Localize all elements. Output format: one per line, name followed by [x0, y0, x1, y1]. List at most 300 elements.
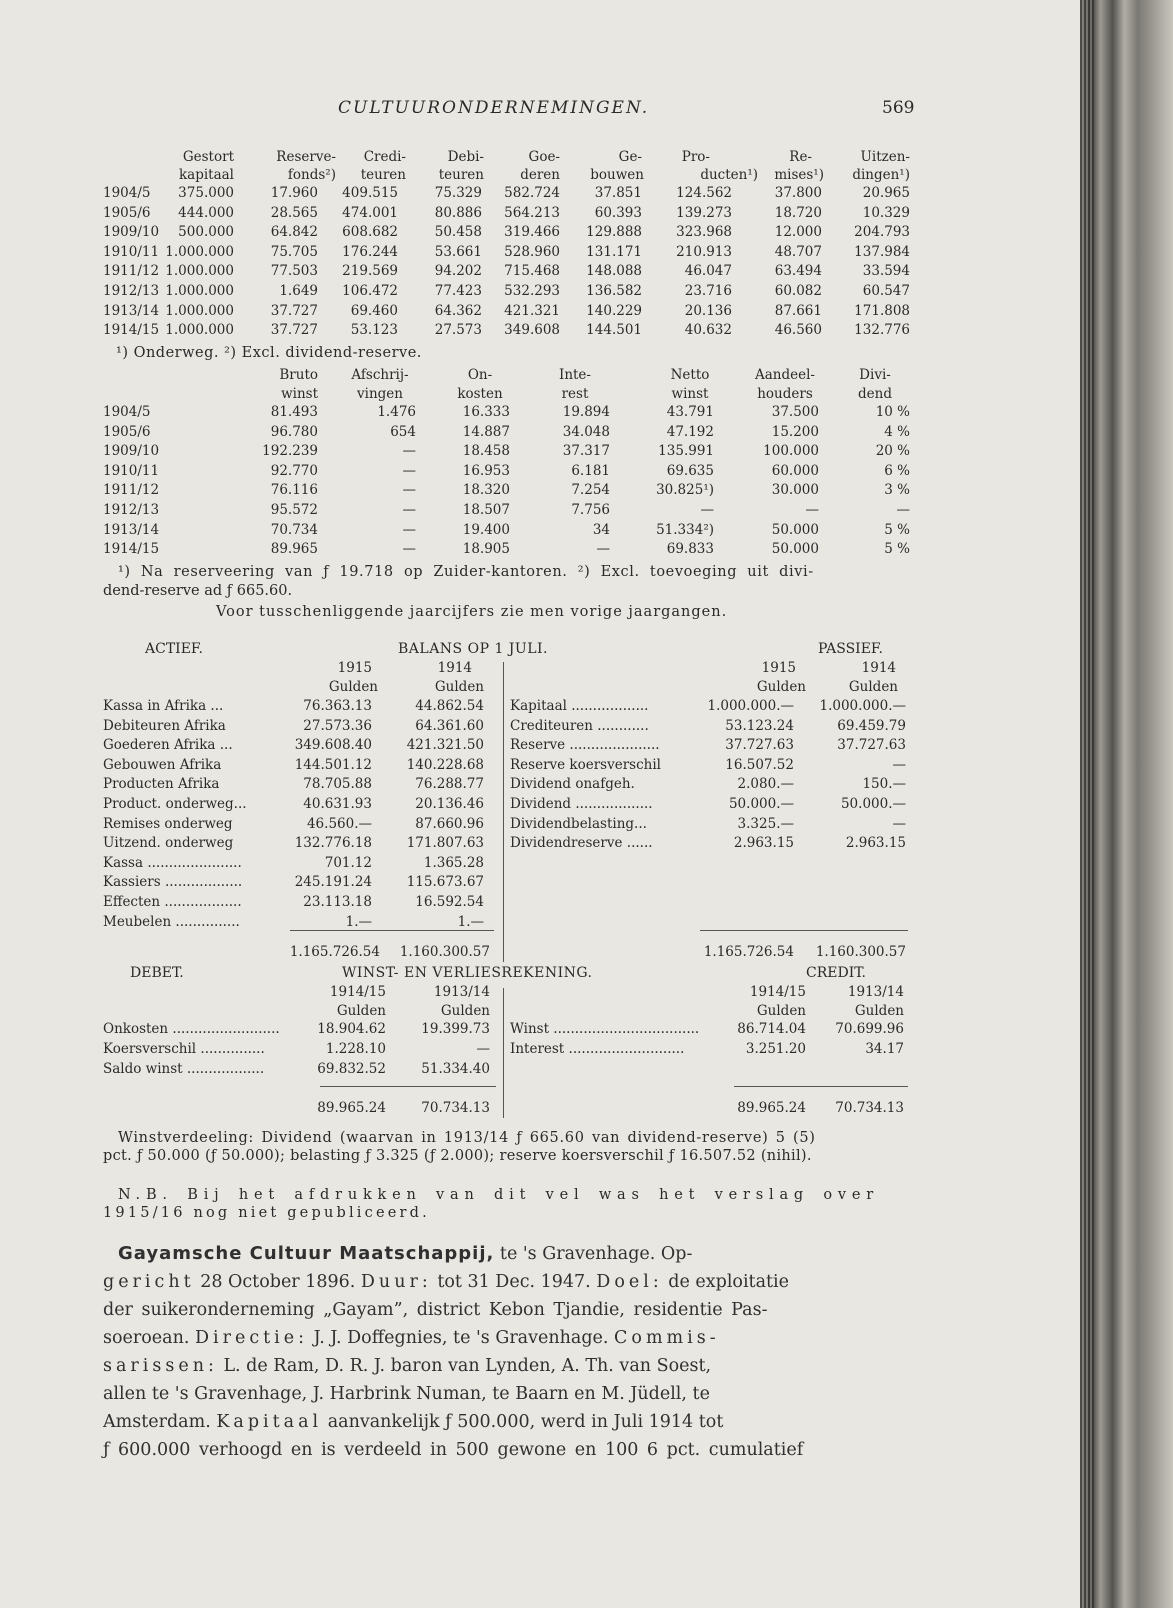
pl-title: WINST- EN VERLIESREKENING.: [342, 965, 593, 981]
table1-footnote: ¹) Onderweg. ²) Excl. dividend-reserve.: [116, 345, 422, 361]
cell: 171.807.63: [406, 835, 484, 852]
cell: 76.363.13: [303, 698, 372, 714]
cell: —: [476, 1041, 490, 1057]
cell: 6.181: [571, 462, 610, 479]
cell: 124.562: [676, 185, 732, 201]
cell: 53.661: [434, 243, 482, 260]
cell: 77.503: [270, 263, 318, 280]
cell: 4 %: [884, 423, 910, 440]
pl-credit-title: CREDIT.: [806, 965, 866, 981]
cell: 715.468: [504, 263, 560, 280]
pl-rule-left: [320, 1086, 496, 1087]
cell: 6 %: [884, 462, 910, 479]
cell: 50.000.—: [840, 796, 906, 812]
cell: 5 %: [884, 521, 910, 538]
cell: 30.000: [771, 482, 819, 499]
company-entry: [103, 1240, 924, 1464]
pl-year-row: 1914/15 1913/14 1914/15 1913/14: [329, 984, 904, 1000]
cell: —: [402, 541, 416, 558]
table2-row: [0, 521, 1080, 539]
cell: 2.963.15: [845, 835, 906, 852]
cell: 140.228.68: [406, 756, 484, 773]
cell: 608.682: [342, 224, 398, 241]
company-name: Gayamsche Cultuur Maatschappij,: [118, 1243, 495, 1264]
cell: 444.000: [178, 204, 234, 221]
cell: 1.228.10: [325, 1041, 386, 1057]
cell: 63.494: [774, 263, 822, 280]
cell: 1911/12: [103, 482, 160, 499]
book-edge: [1080, 0, 1173, 1608]
balance-title: BALANS OP 1 JULI.: [398, 641, 548, 657]
entry-line-3: der suikeronderneming „Gayam”, district Kebon Tjandie, residentie Pas-: [103, 1300, 768, 1320]
cell: Kapitaal ..................: [510, 698, 649, 714]
cell: 701.12: [324, 854, 372, 871]
table1-row: [0, 204, 1080, 222]
cell: Kassa ......................: [103, 854, 242, 871]
cell: Dividend ..................: [510, 796, 653, 812]
balance-rule-right: [700, 930, 908, 931]
cell: 3.325.—: [737, 815, 794, 832]
cell: 150.—: [862, 776, 906, 793]
table2-row: [0, 423, 1080, 441]
cell: 89.965: [270, 541, 318, 558]
passief-row: [0, 775, 1080, 793]
cell: 20.136: [684, 302, 732, 319]
cell: 654: [390, 423, 416, 440]
cell: 46.560.—: [306, 815, 372, 832]
cell: Effecten ..................: [103, 894, 242, 910]
cell: 100.000: [763, 443, 819, 460]
table2-header-top: Bruto Afschrij- On- Inte- Netto Aandeel- Divi-: [279, 367, 891, 383]
cell: 77.423: [434, 283, 482, 299]
pl-debet-title: DEBET.: [130, 965, 184, 981]
balance-totals: 1.165.726.54 1.160.300.57 1.165.726.54 1.160.300.57: [289, 944, 906, 960]
cell: 210.913: [676, 243, 732, 260]
cell: 148.088: [586, 263, 642, 280]
actief-row: [0, 913, 1080, 931]
cell: 19.399.73: [421, 1021, 490, 1037]
cell: 53.123: [350, 322, 398, 339]
cell: 132.776.18: [294, 835, 372, 852]
cell: 18.905: [462, 541, 510, 558]
entry-text: Amsterdam.: [103, 1412, 217, 1432]
cell: 37.317: [562, 443, 610, 460]
cell: 20.965: [862, 185, 910, 201]
cell: Remises onderweg: [103, 815, 233, 832]
cell: Dividend onafgeh.: [510, 776, 635, 793]
cell: 92.770: [270, 462, 318, 479]
cell: 532.293: [504, 283, 560, 299]
cell: 1905/6: [103, 423, 151, 440]
passief-row: [0, 795, 1080, 813]
label-directie: Directie:: [194, 1328, 309, 1348]
cell: 1.649: [279, 283, 318, 299]
cell: 1.000.000.—: [819, 698, 906, 714]
cell: 1910/11: [103, 243, 160, 260]
table1-row: [0, 262, 1080, 280]
entry-text: tot 31 Dec. 1947.: [431, 1272, 597, 1292]
cell: 50.000.—: [728, 796, 794, 812]
cell: —: [402, 502, 416, 518]
cell: 1904/5: [103, 404, 151, 420]
cell: 528.960: [504, 243, 560, 260]
cell: 106.472: [342, 283, 398, 299]
cell: 18.320: [462, 482, 510, 499]
cell: 7.254: [571, 482, 610, 499]
passief-row: [0, 834, 1080, 852]
cell: 34.048: [562, 423, 610, 440]
cell: Debiteuren Afrika: [103, 717, 226, 734]
cell: 1.—: [457, 913, 484, 930]
table1-header-top: Gestort Reserve- Credi- Debi- Goe- Ge- Pro- Re- Uitzen-: [182, 149, 910, 165]
cell: 115.673.67: [406, 874, 484, 891]
cell: —: [896, 502, 910, 518]
cell: 95.572: [270, 502, 318, 518]
table2-header-bottom: winst vingen kosten rest winst houders dend: [281, 386, 892, 402]
cell: 46.560: [774, 322, 822, 339]
table2-footnote-line2: dend-reserve ad ƒ 665.60.: [103, 583, 293, 599]
cell: —: [402, 443, 416, 460]
cell: 40.632: [684, 322, 732, 339]
cell: Saldo winst ..................: [103, 1061, 265, 1077]
cell: 14.887: [462, 423, 510, 440]
cell: 1.—: [345, 913, 372, 930]
cell: 1910/11: [103, 462, 160, 479]
cell: 16.592.54: [415, 894, 484, 910]
cell: —: [805, 502, 819, 518]
cell: 37.500: [771, 404, 819, 420]
cell: 46.047: [684, 263, 732, 280]
label-commissarissen: Commis-: [614, 1328, 720, 1348]
cell: 1912/13: [103, 283, 160, 299]
cell: Interest ...........................: [510, 1041, 685, 1057]
table1-row: [0, 302, 1080, 320]
cell: 87.661: [774, 302, 822, 319]
cell: 48.707: [774, 243, 822, 260]
nb-line2: 1915/16 nog niet gepubliceerd.: [103, 1205, 430, 1221]
cell: 28.565: [270, 204, 318, 221]
cell: 192.239: [262, 443, 318, 460]
entry-text: soeroean.: [103, 1328, 195, 1348]
cell: 18.904.62: [317, 1021, 386, 1037]
cell: 15.200: [771, 423, 819, 440]
cell: 23.113.18: [303, 894, 372, 910]
cell: 500.000: [178, 224, 234, 241]
cell: 33.594: [862, 263, 910, 280]
cell: 20 %: [875, 443, 910, 460]
cell: 1.000.000: [165, 263, 234, 280]
cell: 1914/15: [103, 541, 160, 558]
cell: 19.400: [462, 521, 510, 538]
table2-row: [0, 403, 1080, 421]
pl-rule-right: [734, 1086, 908, 1087]
cell: 1.000.000.—: [707, 698, 794, 714]
cell: —: [700, 502, 714, 518]
table1-header-bottom: kapitaal fonds²) teuren teuren deren bouwen ducten¹) mises¹) dingen¹): [178, 167, 910, 183]
cell: 1.000.000: [165, 243, 234, 260]
cell: 132.776: [854, 322, 910, 339]
cell: 86.714.04: [737, 1021, 806, 1037]
label-commissarissen-cont: sarissen:: [103, 1356, 218, 1376]
cell: 474.001: [342, 204, 398, 221]
entry-line-1: [118, 1240, 924, 1268]
cell: 44.862.54: [415, 698, 484, 714]
cell: 76.288.77: [415, 776, 484, 793]
cell: Crediteuren ............: [510, 717, 649, 734]
passief-row: [0, 717, 1080, 735]
balance-passief-title: PASSIEF.: [818, 641, 883, 657]
balance-unit-row: Gulden Gulden Gulden Gulden: [328, 679, 898, 695]
cell: 323.968: [676, 224, 732, 241]
cell: 69.833: [666, 541, 714, 558]
cell: 135.991: [658, 443, 714, 460]
cell: 129.888: [586, 224, 642, 241]
label-kapitaal: Kapitaal: [216, 1412, 323, 1432]
cell: 60.082: [774, 283, 822, 299]
entry-text: 28 October 1896.: [194, 1272, 361, 1292]
table2-row: [0, 462, 1080, 480]
cell: 140.229: [586, 302, 642, 319]
cell: 69.832.52: [317, 1061, 386, 1077]
cell: 1909/10: [103, 224, 160, 241]
cell: 30.825¹): [656, 482, 714, 499]
cell: —: [402, 482, 416, 499]
passief-row: [0, 736, 1080, 754]
cell: 80.886: [434, 204, 482, 221]
cell: 1913/14: [103, 521, 160, 538]
table2-row: [0, 442, 1080, 460]
cell: 1.000.000: [165, 283, 234, 299]
cell: 50.000: [771, 541, 819, 558]
cell: Meubelen ...............: [103, 913, 240, 930]
actief-row: [0, 893, 1080, 911]
label-doel: Doel:: [596, 1272, 663, 1292]
cell: 219.569: [342, 263, 398, 280]
cell: 96.780: [270, 423, 318, 440]
cell: 349.608: [504, 322, 560, 339]
cell: 176.244: [342, 243, 398, 260]
actief-row: [0, 873, 1080, 891]
cell: 409.515: [342, 185, 398, 201]
table2-row: [0, 540, 1080, 558]
entry-text: aanvankelijk ƒ 500.000, werd in Juli 1914 tot: [322, 1412, 724, 1432]
table2-footnote-line1: ¹) Na reserveering van ƒ 19.718 op Zuider-kantoren. ²) Excl. toevoeging uit divi-: [118, 564, 814, 580]
cell: 1914/15: [103, 322, 160, 339]
cell: 1905/6: [103, 204, 151, 221]
entry-text: de exploitatie: [662, 1272, 790, 1292]
cell: 94.202: [434, 263, 482, 280]
cell: 204.793: [854, 224, 910, 241]
cell: 51.334.40: [421, 1061, 490, 1077]
cell: 564.213: [504, 204, 560, 221]
cell: —: [892, 756, 906, 773]
profit-distribution-line2: pct. ƒ 50.000 (ƒ 50.000); belasting ƒ 3.325 (ƒ 2.000); reserve koersverschil ƒ 16.507.52 (nihil).: [103, 1148, 812, 1164]
table1-row: [0, 223, 1080, 241]
cell: 18.507: [462, 502, 510, 518]
cell: 16.507.52: [725, 756, 794, 773]
cell: 40.631.93: [303, 796, 372, 812]
cell: 20.136.46: [415, 796, 484, 812]
balance-year-row: 1915 1914 1915 1914: [337, 660, 896, 676]
cell: 87.660.96: [415, 815, 484, 832]
entry-line-6: allen te 's Gravenhage, J. Harbrink Numan, te Baarn en M. Jüdell, te: [103, 1384, 710, 1404]
cell: 1909/10: [103, 443, 160, 460]
cell: 18.720: [774, 204, 822, 221]
cell: Reserve koersverschil: [510, 756, 661, 773]
cell: 81.493: [270, 404, 318, 420]
table1-row: [0, 184, 1080, 202]
cell: —: [402, 521, 416, 538]
cell: 1904/5: [103, 185, 151, 201]
table2-row: [0, 501, 1080, 519]
cell: 17.960: [270, 185, 318, 201]
cell: 10 %: [875, 404, 910, 420]
cell: 64.362: [434, 302, 482, 319]
cell: 53.123.24: [725, 717, 794, 734]
running-title: CULTUURONDERNEMINGEN.: [338, 98, 650, 118]
cell: 144.501.12: [294, 756, 372, 773]
balance-rule-left: [290, 930, 494, 931]
profit-distribution-line1: Winstverdeeling: Dividend (waarvan in 1913/14 ƒ 665.60 van dividend-reserve) 5 (5): [118, 1130, 816, 1146]
cell: 27.573: [434, 322, 482, 339]
cell: 1.476: [377, 404, 416, 420]
cell: —: [892, 815, 906, 832]
cell: 2.080.—: [737, 776, 794, 793]
cell: 136.582: [586, 283, 642, 299]
cell: 37.727.63: [837, 737, 906, 754]
cell: 421.321.50: [406, 737, 484, 754]
cell: 12.000: [774, 224, 822, 241]
cell: 69.635: [666, 462, 714, 479]
cell: Reserve .....................: [510, 737, 660, 754]
cell: 144.501: [586, 322, 642, 339]
entry-line-8: ƒ 600.000 verhoogd en is verdeeld in 500 gewone en 100 6 pct. cumulatief: [103, 1440, 804, 1460]
balance-actief-title: ACTIEF.: [145, 641, 203, 657]
cell: 3 %: [884, 482, 910, 499]
cell: Dividendreserve ......: [510, 835, 653, 852]
entry-text: J. J. Doffegnies, te 's Gravenhage.: [308, 1328, 615, 1348]
cell: 1911/12: [103, 263, 160, 280]
entry-text: te 's Gravenhage. Op-: [494, 1244, 693, 1264]
cell: 37.727.63: [725, 737, 794, 754]
credit-row: [0, 1040, 1080, 1058]
entry-line-2: [103, 1268, 924, 1296]
cell: 78.705.88: [303, 776, 372, 793]
cell: Dividendbelasting...: [510, 815, 647, 832]
cell: 69.460: [350, 302, 398, 319]
pl-totals: 89.965.24 70.734.13 89.965.24 70.734.13: [317, 1100, 904, 1116]
cell: 16.953: [462, 462, 510, 479]
credit-row: [0, 1020, 1080, 1038]
cell: 37.727: [270, 302, 318, 319]
cell: 245.191.24: [294, 874, 372, 891]
cell: 47.192: [666, 423, 714, 440]
cell: 75.705: [270, 243, 318, 260]
entry-text: L. de Ram, D. R. J. baron van Lynden, A. Th. van Soest,: [217, 1356, 712, 1376]
cell: Kassiers ..................: [103, 874, 243, 891]
page-number: 569: [882, 98, 915, 118]
table1-row: [0, 282, 1080, 300]
pl-unit-row: Gulden Gulden Gulden Gulden: [336, 1003, 904, 1019]
cell: 75.329: [434, 185, 482, 201]
cell: Gebouwen Afrika: [103, 756, 222, 773]
cell: 34.17: [865, 1041, 904, 1057]
passief-row: [0, 697, 1080, 715]
cell: 16.333: [462, 404, 510, 420]
cell: 131.171: [586, 243, 642, 260]
cell: 27.573.36: [303, 717, 372, 734]
cell: 76.116: [270, 482, 318, 499]
cell: 1.000.000: [165, 322, 234, 339]
cell: Uitzend. onderweg: [103, 835, 234, 852]
cell: 70.699.96: [835, 1021, 904, 1037]
cell: Kassa in Afrika ...: [103, 698, 224, 714]
cell: 37.727: [270, 322, 318, 339]
cell: 50.000: [771, 521, 819, 538]
cell: 5 %: [884, 541, 910, 558]
cell: 139.273: [676, 204, 732, 221]
table1-row: [0, 243, 1080, 261]
cell: 7.756: [571, 502, 610, 518]
actief-row: [0, 854, 1080, 872]
cell: Koersverschil ...............: [103, 1041, 265, 1057]
cell: 1912/13: [103, 502, 160, 518]
cell: 60.547: [862, 283, 910, 299]
cell: 137.984: [854, 243, 910, 260]
entry-line-5: [103, 1352, 924, 1380]
cell: 582.724: [504, 185, 560, 201]
cell: 69.459.79: [837, 717, 906, 734]
cell: 43.791: [666, 404, 714, 420]
cell: Winst ..................................: [510, 1021, 700, 1037]
cell: 1913/14: [103, 302, 160, 319]
cell: 421.321: [504, 302, 560, 319]
table2-row: [0, 481, 1080, 499]
cell: 2.963.15: [733, 835, 794, 852]
cell: 375.000: [178, 185, 234, 201]
cell: 51.334²): [656, 521, 714, 538]
cell: 349.608.40: [294, 737, 372, 754]
cell: 18.458: [462, 443, 510, 460]
cell: 1.365.28: [423, 854, 484, 871]
cell: 3.251.20: [745, 1041, 806, 1057]
cell: —: [596, 541, 610, 558]
cell: 10.329: [862, 204, 910, 221]
cell: Goederen Afrika ...: [103, 737, 233, 754]
label-opgericht: gericht: [103, 1272, 195, 1292]
cell: 37.800: [774, 185, 822, 201]
table1-row: [0, 321, 1080, 339]
cell: 1.000.000: [165, 302, 234, 319]
entry-line-7: [103, 1408, 924, 1436]
cell: Producten Afrika: [103, 776, 220, 793]
cell: 64.842: [270, 224, 318, 241]
cell: 60.000: [771, 462, 819, 479]
nb-line1: N.B. Bij het afdrukken van dit vel was het verslag over: [118, 1187, 880, 1203]
cell: —: [402, 462, 416, 479]
cell: 19.894: [562, 404, 610, 420]
cell: 37.851: [594, 185, 642, 201]
cell: Onkosten .........................: [103, 1021, 280, 1037]
cell: Product. onderweg...: [103, 796, 247, 812]
passief-row: [0, 756, 1080, 774]
label-duur: Duur:: [360, 1272, 432, 1292]
cell: 50.458: [434, 224, 482, 241]
cell: 319.466: [504, 224, 560, 241]
cell: 34: [592, 521, 610, 538]
entry-line-4: [103, 1324, 924, 1352]
cell: 171.808: [854, 302, 910, 319]
